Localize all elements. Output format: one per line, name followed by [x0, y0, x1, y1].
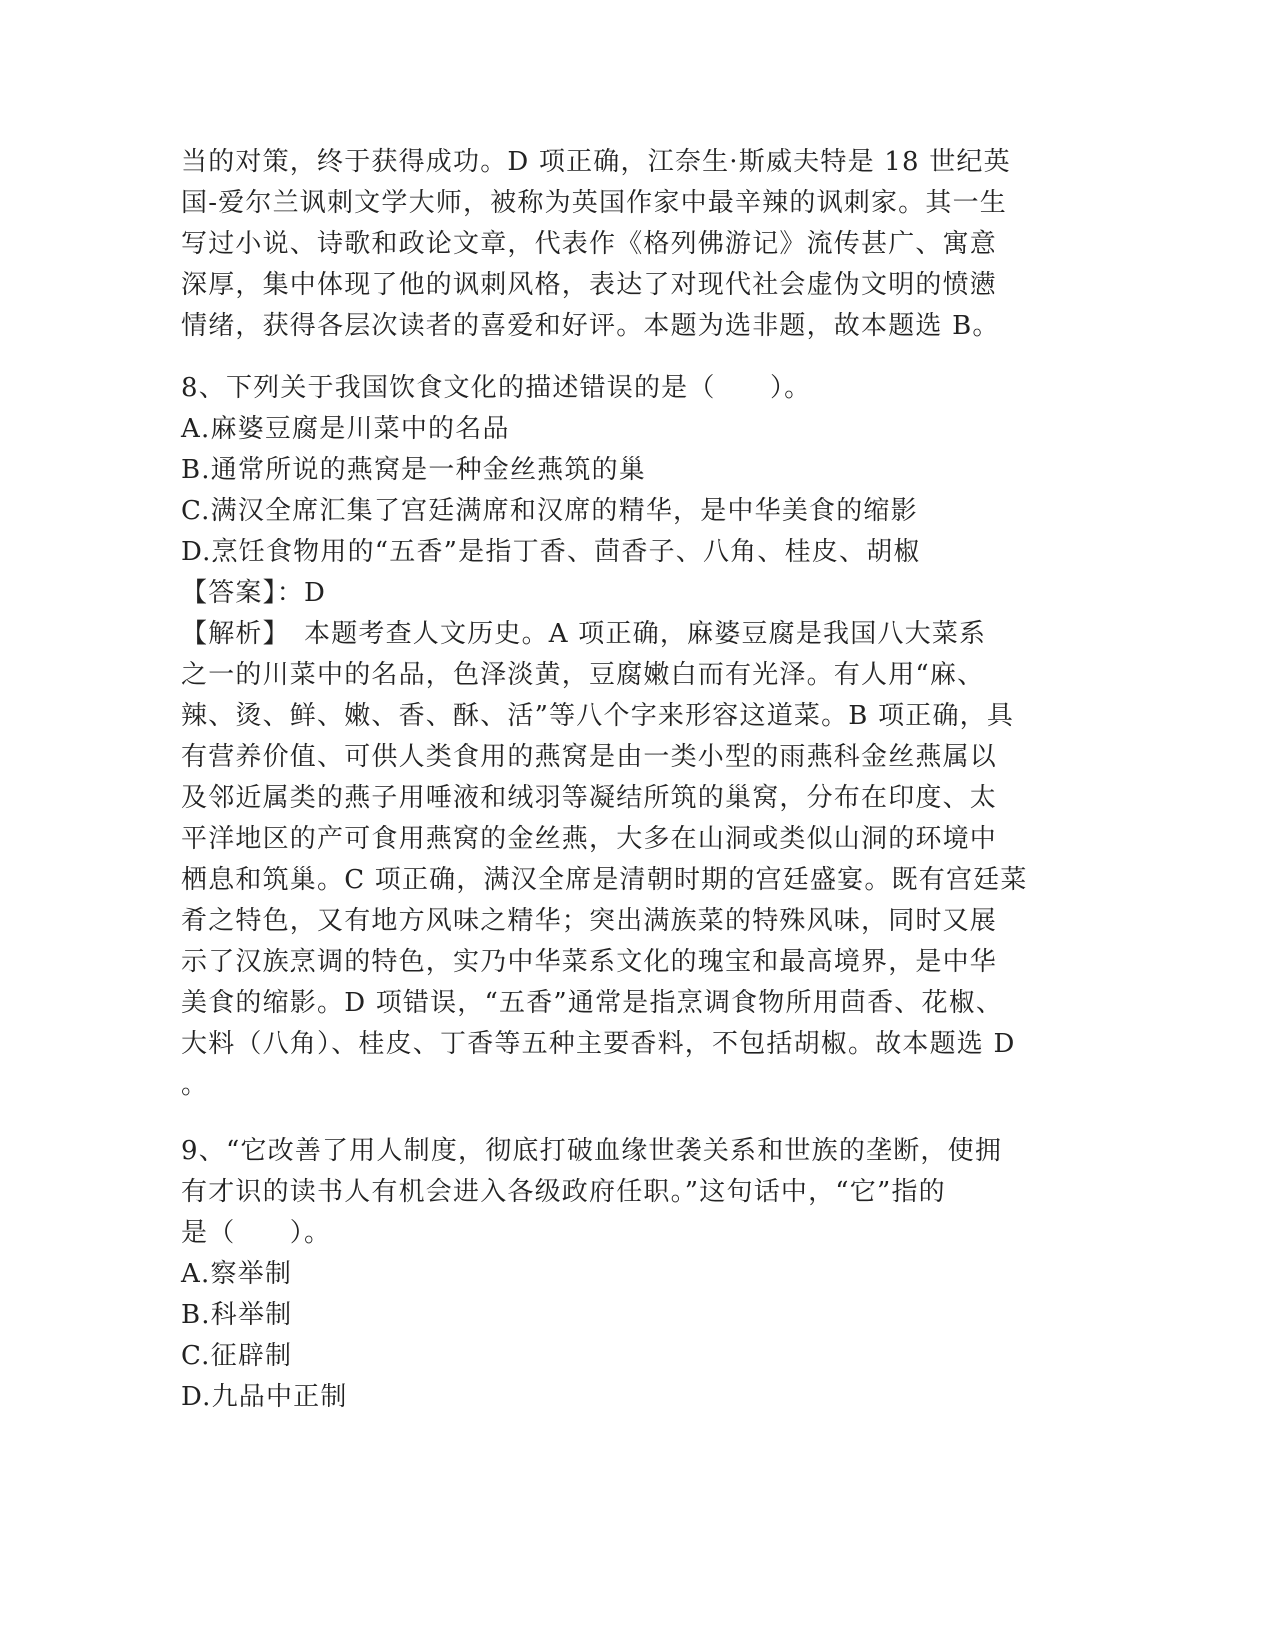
question-text: 9、“它改善了用人制度，彻底打破血缘世袭关系和世族的垄断，使拥	[181, 1136, 1003, 1166]
analysis-line: 【解析】 本题考查人文历史。A 项正确，麻婆豆腐是我国八大菜系	[181, 619, 987, 649]
analysis-line: 示了汉族烹调的特色，实乃中华菜系文化的瑰宝和最高境界，是中华	[181, 947, 998, 977]
analysis-line: 美食的缩影。D 项错误，“五香”通常是指烹调食物所用茴香、花椒、	[181, 988, 1004, 1018]
option-d: D.烹饪食物用的“五香”是指丁香、茴香子、八角、桂皮、胡椒	[181, 537, 921, 567]
option-b: B.科举制	[181, 1300, 293, 1330]
question-text: 是（ ）。	[181, 1218, 332, 1248]
option-a: A.察举制	[181, 1259, 293, 1289]
option-c: C.满汉全席汇集了宫廷满席和汉席的精华，是中华美食的缩影	[181, 496, 918, 526]
question-text: 8、下列关于我国饮食文化的描述错误的是（ ）。	[181, 373, 812, 403]
answer-line: 【答案】：D	[181, 578, 327, 608]
analysis-line: 辣、烫、鲜、嫩、香、酥、活”等八个字来形容这道菜。B 项正确，具	[181, 701, 1015, 731]
text-line: 当的对策，终于获得成功。D 项正确，江奈生·斯威夫特是 18 世纪英	[181, 147, 1011, 177]
option-a: A.麻婆豆腐是川菜中的名品	[181, 414, 510, 444]
text-line: 写过小说、诗歌和政论文章，代表作《格列佛游记》流传甚广、寓意	[181, 229, 998, 259]
analysis-line: 大料（八角）、桂皮、丁香等五种主要香料，不包括胡椒。故本题选 D	[181, 1029, 1016, 1059]
option-d: D.九品中正制	[181, 1382, 348, 1412]
analysis-line: 肴之特色，又有地方风味之精华；突出满族菜的特殊风味，同时又展	[181, 906, 998, 936]
analysis-line: 平洋地区的产可食用燕窝的金丝燕，大多在山洞或类似山洞的环境中	[181, 824, 998, 854]
text-line: 深厚，集中体现了他的讽刺风格，表达了对现代社会虚伪文明的愤懑	[181, 270, 998, 300]
analysis-line: 之一的川菜中的名品，色泽淡黄，豆腐嫩白而有光泽。有人用“麻、	[181, 660, 985, 690]
analysis-line: 有营养价值、可供人类食用的燕窝是由一类小型的雨燕科金丝燕属以	[181, 742, 998, 772]
analysis-line: 栖息和筑巢。C 项正确，满汉全席是清朝时期的宫廷盛宴。既有宫廷菜	[181, 865, 1028, 895]
option-b: B.通常所说的燕窝是一种金丝燕筑的巢	[181, 455, 646, 485]
text-line: 情绪，获得各层次读者的喜爱和好评。本题为选非题，故本题选 B。	[181, 311, 1000, 341]
text-line: 国-爱尔兰讽刺文学大师，被称为英国作家中最辛辣的讽刺家。其一生	[181, 188, 1007, 218]
question-text: 有才识的读书人有机会进入各级政府任职。”这句话中，“它”指的	[181, 1177, 946, 1207]
analysis-line: 。	[181, 1070, 209, 1100]
analysis-line: 及邻近属类的燕子用唾液和绒羽等凝结所筑的巢窝，分布在印度、太	[181, 783, 998, 813]
option-c: C.征辟制	[181, 1341, 293, 1371]
